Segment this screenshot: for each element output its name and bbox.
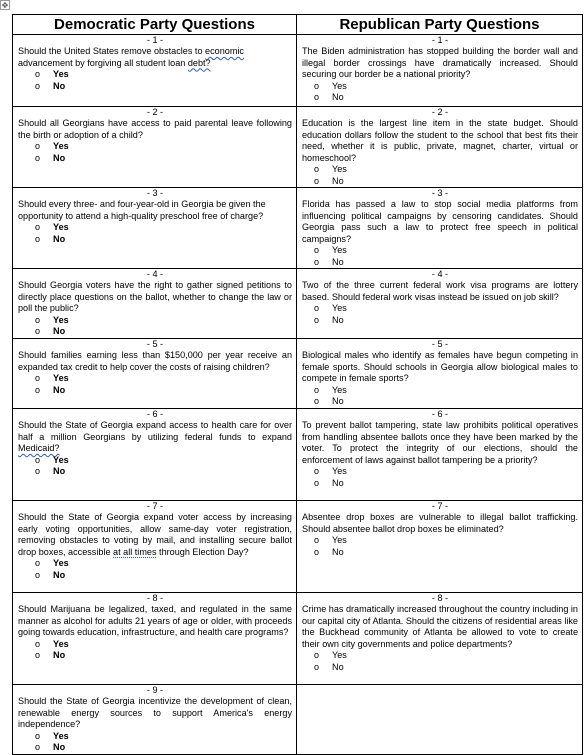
move-table-icon[interactable]: ✥	[1, 1, 9, 10]
question-number: - 5 -	[146, 339, 164, 349]
dem-question-cell	[13, 269, 297, 339]
question-row	[13, 188, 583, 269]
question-number: - 6 -	[431, 409, 449, 419]
yes-option[interactable]: o Yes	[314, 245, 347, 255]
question-text: Should the State of Georgia expand access to health care for over half a million Georgians by utilizing federal funds to expand Medicaid?	[18, 420, 292, 453]
rep-empty-cell	[297, 685, 583, 755]
dem-question-cell	[13, 35, 297, 107]
yes-option[interactable]: o Yes	[35, 638, 69, 649]
questions-table	[12, 14, 583, 755]
no-option[interactable]: o No	[35, 466, 66, 476]
yes-option[interactable]: o Yes	[314, 80, 347, 91]
question-text: Two of the three current federal work visa programs are lottery based. Should federal work visas instead be issued on job skill?	[302, 280, 578, 302]
no-option[interactable]: o No	[35, 742, 66, 752]
yes-option[interactable]: o Yes	[35, 141, 69, 151]
question-row	[13, 409, 583, 501]
no-option[interactable]: o No	[35, 569, 66, 580]
question-row	[13, 35, 583, 107]
question-number: - 1 -	[146, 35, 164, 45]
question-number: - 3 -	[431, 188, 449, 198]
question-number: - 9 -	[146, 685, 164, 695]
question-text: Should the United States remove obstacles to economic advancement by forgiving all student loan debt?	[18, 46, 244, 68]
question-row	[13, 269, 583, 339]
question-text: Should Georgia voters have the right to gather signed petitions to directly place questions on the ballot, whether to change the law or poll the public?	[18, 280, 292, 313]
rep-question-cell	[297, 501, 583, 593]
question-row	[13, 593, 583, 685]
yes-option[interactable]: o Yes	[35, 69, 69, 79]
question-text: Florida has passed a law to stop social media platforms from influencing political campaigns by censoring candidates. Should Georgia pass such a law to protect free speech in political campaigns?	[302, 199, 578, 244]
rep-question-cell	[297, 409, 583, 501]
dem-question-cell	[13, 107, 297, 188]
header-row	[13, 15, 583, 35]
dem-question-cell	[13, 593, 297, 685]
yes-option[interactable]: o Yes	[35, 454, 69, 465]
question-text: Should every three- and four-year-old in Georgia be given the opportunity to attend a high-quality preschool free of charge?	[18, 199, 266, 221]
no-option[interactable]: o No	[314, 314, 344, 325]
yes-option[interactable]: o Yes	[314, 535, 347, 545]
question-number: - 7 -	[146, 501, 164, 511]
question-number: - 3 -	[146, 188, 164, 198]
question-text: Biological males who identify as females have begun competing in female sports. Should schools in Georgia allow biological males to compete in female sports?	[302, 350, 578, 383]
yes-option[interactable]: o Yes	[314, 650, 347, 660]
question-number: - 2 -	[431, 107, 449, 117]
no-option[interactable]: o No	[314, 661, 344, 672]
question-number: - 5 -	[431, 339, 449, 349]
rep-question-cell	[297, 339, 583, 409]
yes-option[interactable]: o Yes	[314, 466, 347, 476]
no-option[interactable]: o No	[35, 152, 66, 163]
question-row	[13, 501, 583, 593]
no-option[interactable]: o No	[314, 175, 344, 186]
republican-header: Republican Party Questions	[297, 15, 583, 35]
question-number: - 2 -	[146, 107, 164, 117]
question-number: - 6 -	[146, 409, 164, 419]
yes-option[interactable]: o Yes	[35, 730, 69, 741]
question-number: - 4 -	[146, 269, 164, 279]
no-option[interactable]: o No	[35, 384, 66, 395]
no-option[interactable]: o No	[35, 650, 66, 660]
rep-question-cell	[297, 35, 583, 107]
question-row	[13, 339, 583, 409]
no-option[interactable]: o No	[314, 256, 344, 267]
rep-question-cell	[297, 188, 583, 269]
dem-question-cell	[13, 188, 297, 269]
no-option[interactable]: o No	[314, 546, 344, 557]
question-number: - 7 -	[431, 501, 449, 511]
no-option[interactable]: o No	[35, 326, 66, 336]
question-text: Absentee drop boxes are vulnerable to illegal ballot trafficking. Should absentee ballot drop boxes be eliminated?	[302, 512, 578, 534]
dem-question-cell	[13, 409, 297, 501]
question-number: - 8 -	[146, 593, 164, 603]
question-text: Should the State of Georgia incentivize the development of clean, renewable energy sources to support America's energy independence?	[18, 696, 292, 729]
question-text: Education is the largest line item in the state budget. Should education dollars follow the student to the school that best fits their need, whether it is public, private, magnet, charter, virtual or homeschool?	[302, 118, 578, 163]
question-text: Should families earning less than $150,000 per year receive an expanded tax credit to help cover the costs of raising children?	[18, 350, 292, 372]
question-text: Crime has dramatically increased throughout the country including in our capital city of Atlanta. Should the citizens of residential areas like the Buckhead community of Atlanta be allowed to vote to create their own city governments and police departments?	[302, 604, 578, 649]
yes-option[interactable]: o Yes	[35, 558, 69, 568]
rep-question-cell	[297, 269, 583, 339]
question-row	[13, 107, 583, 188]
question-text: Should the State of Georgia expand voter access by increasing early voting opportunities, allow same-day voter registration, removing obstacles to voting by mail, and installing secure ballot drop boxes, accessible at all times through Election Day?	[18, 512, 292, 557]
rep-question-cell	[297, 107, 583, 188]
no-option[interactable]: o No	[314, 477, 344, 488]
dem-question-cell	[13, 501, 297, 593]
question-text: Should Marijuana be legalized, taxed, and regulated in the same manner as alcohol for adults 21 years of age or older, with proceeds going towards education, infrastructure, and health care programs?	[18, 604, 292, 637]
question-number: - 4 -	[431, 269, 449, 279]
dem-question-cell	[13, 339, 297, 409]
yes-option[interactable]: o Yes	[35, 222, 69, 232]
no-option[interactable]: o No	[314, 396, 344, 406]
democratic-header: Democratic Party Questions	[13, 15, 297, 35]
yes-option[interactable]: o Yes	[314, 303, 347, 313]
dem-question-cell	[13, 685, 297, 755]
question-text: To prevent ballot tampering, state law prohibits political operatives from handling absentee ballots once they have been marked by the voter. To protect the integrity of our elections, should the enforcement of laws against ballot tampering be a priority?	[302, 420, 578, 465]
yes-option[interactable]: o Yes	[314, 164, 347, 174]
yes-option[interactable]: o Yes	[314, 384, 347, 395]
yes-option[interactable]: o Yes	[35, 314, 69, 325]
no-option[interactable]: o No	[35, 80, 66, 91]
no-option[interactable]: o No	[314, 92, 344, 102]
rep-question-cell	[297, 593, 583, 685]
question-text: Should all Georgians have access to paid parental leave following the birth or adoption of a child?	[18, 118, 292, 140]
question-row	[13, 685, 583, 755]
question-text: The Biden administration has stopped building the border wall and illegal border crossings have dramatically increased. Should securing our border be a national priority?	[302, 46, 578, 79]
question-number: - 1 -	[431, 35, 449, 45]
no-option[interactable]: o No	[35, 233, 66, 244]
yes-option[interactable]: o Yes	[35, 373, 69, 383]
question-number: - 8 -	[431, 593, 449, 603]
